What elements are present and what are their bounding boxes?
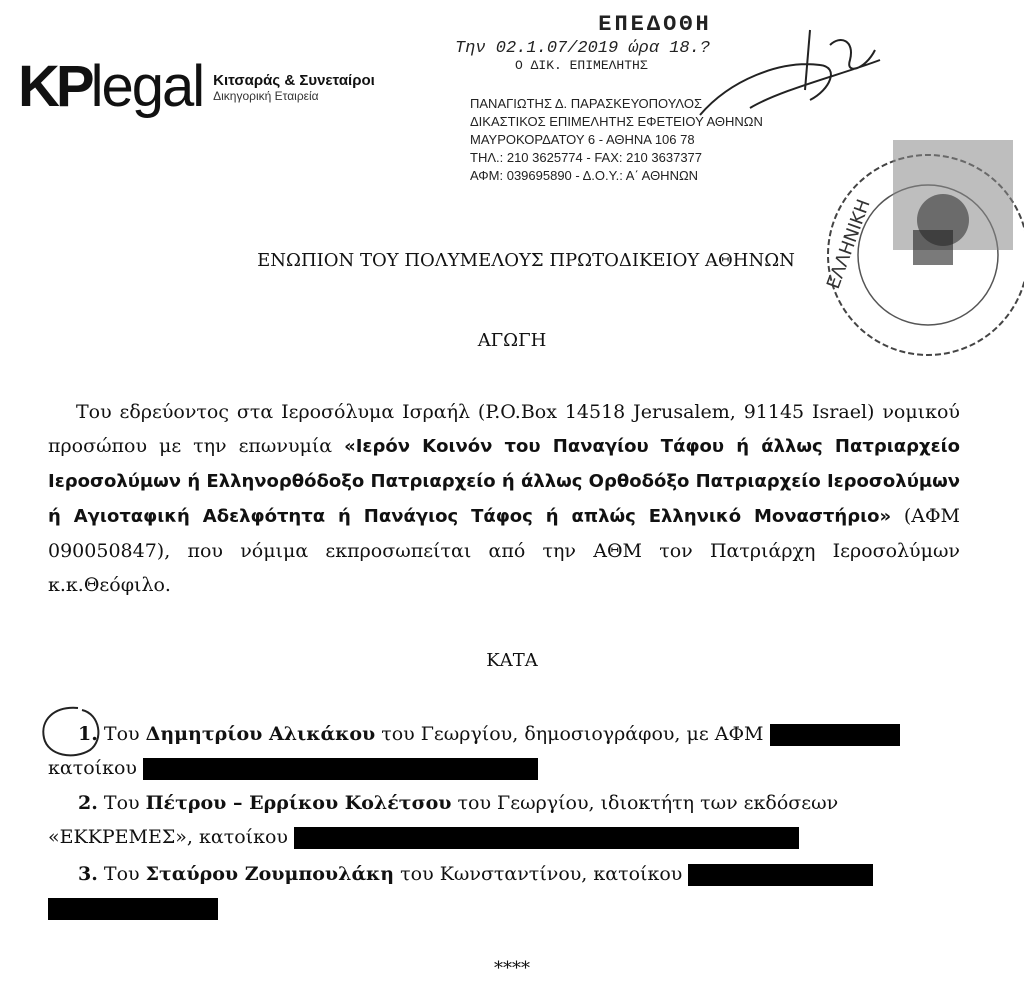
defendant-pre: Του: [103, 863, 146, 885]
bailiff-role: ΔΙΚΑΣΤΙΚΟΣ ΕΠΙΜΕΛΗΤΗΣ ΕΦΕΤΕΙΟΥ ΑΘΗΝΩΝ: [470, 114, 763, 129]
firm-description: Δικηγορική Εταιρεία: [213, 88, 319, 103]
defendant-post: του Κωνσταντίνου, κατοίκου: [394, 863, 683, 885]
plaintiff-intro: Του εδρεύοντος στα Ιεροσόλυμα Ισραήλ (P.O.Box 14518 Jerusalem, 91145 Israel) νομικού προσώπου με την επωνυμία: [48, 401, 960, 457]
defendant-item: [48, 857, 960, 925]
redaction-bar: [770, 724, 900, 746]
logo-kp: KP: [18, 54, 91, 119]
document-type-heading: ΑΓΩΓΗ: [477, 330, 547, 351]
section-separator: ****: [494, 958, 530, 979]
service-stamp-date: Την 02.1.07/2019 ώρα 18.?: [455, 39, 711, 58]
defendant-number: 3.: [78, 863, 98, 885]
court-title: [0, 250, 1024, 271]
redaction-bar: [294, 827, 799, 849]
svg-text:ΕΛΛΗΝΙΚΗ: ΕΛΛΗΝΙΚΗ: [822, 196, 875, 292]
plaintiff-rest: (ΑΦΜ 090050847), που νόμιμα εκπροσωπείται από την ΑΘΜ τον Πατριάρχη Ιεροσολύμων κ.κ.Θεόφιλο.: [48, 505, 960, 596]
bailiff-phone: ΤΗΛ.: 210 3625774 - FAX: 210 3637377: [470, 150, 703, 165]
signature-scribble: [690, 20, 890, 130]
defendant-number: 2.: [78, 792, 98, 814]
defendant-item: [48, 717, 960, 785]
plaintiff-paragraph: [48, 395, 960, 602]
bailiff-tax: ΑΦΜ: 039695890 - Δ.Ο.Υ.: Α΄ ΑΘΗΝΩΝ: [470, 168, 699, 183]
against-heading: ΚΑΤΑ: [486, 650, 538, 671]
defendant-line2: «ΕΚΚΡΕΜΕΣ», κατοίκου: [48, 826, 288, 848]
service-stamp-title: ΕΠΕΔΟΘΗ: [598, 12, 712, 37]
defendant-pre: Του: [103, 792, 146, 814]
court-title-text: ΕΝΩΠΙΟΝ ΤΟΥ ΠΟΛΥΜΕΛΟΥΣ ΠΡΩΤΟΔΙΚΕΙΟΥ ΑΘΗΝΩΝ: [257, 250, 795, 271]
logo-mark: [18, 54, 204, 119]
firm-name: Κιτσαράς & Συνεταίροι: [213, 71, 375, 89]
service-stamp-officer: Ο ΔΙΚ. ΕΠΙΜΕΛΗΤΗΣ: [515, 58, 648, 73]
defendant-number: 1.: [78, 723, 98, 745]
firm-logo: [18, 54, 375, 119]
defendant-name: Πέτρου – Ερρίκου Κολέτσου: [145, 792, 452, 814]
logo-subtitle: [213, 72, 375, 103]
defendant-pre: Του: [103, 723, 146, 745]
redaction-bar: [48, 898, 218, 920]
redaction-bar: [143, 758, 538, 780]
defendant-name: Δημητρίου Αλικάκου: [145, 723, 376, 745]
defendant-item: [48, 786, 960, 854]
bailiff-name: ΠΑΝΑΓΙΩΤΗΣ Δ. ΠΑΡΑΣΚΕΥΟΠΟΥΛΟΣ: [470, 96, 702, 111]
defendant-name: Σταύρου Ζουμπουλάκη: [145, 863, 395, 885]
redaction-bar: [688, 864, 873, 886]
plaintiff-name: «Ιερόν Κοινόν του Παναγίου Τάφου ή άλλως Πατριαρχείο Ιεροσολύμων ή Ελληνορθόδοξο Πατριαρχείο ή άλλως Ορθοδόξο Πατριαρχείο Ιεροσολύμων ή Αγιοταφική Αδελφότητα ή Πανάγιος Τάφος ή απλώς Ελληνικό Μοναστήριο»: [48, 436, 960, 527]
logo-legal: legal: [90, 54, 204, 119]
bailiff-address: ΜΑΥΡΟΚΟΡΔΑΤΟΥ 6 - ΑΘΗΝΑ 106 78: [470, 132, 695, 147]
defendant-post: του Γεωργίου, δημοσιογράφου, με ΑΦΜ: [375, 723, 764, 745]
defendant-post: του Γεωργίου, ιδιοκτήτη των εκδόσεων: [451, 792, 839, 814]
defendant-line2: κατοίκου: [48, 757, 137, 779]
